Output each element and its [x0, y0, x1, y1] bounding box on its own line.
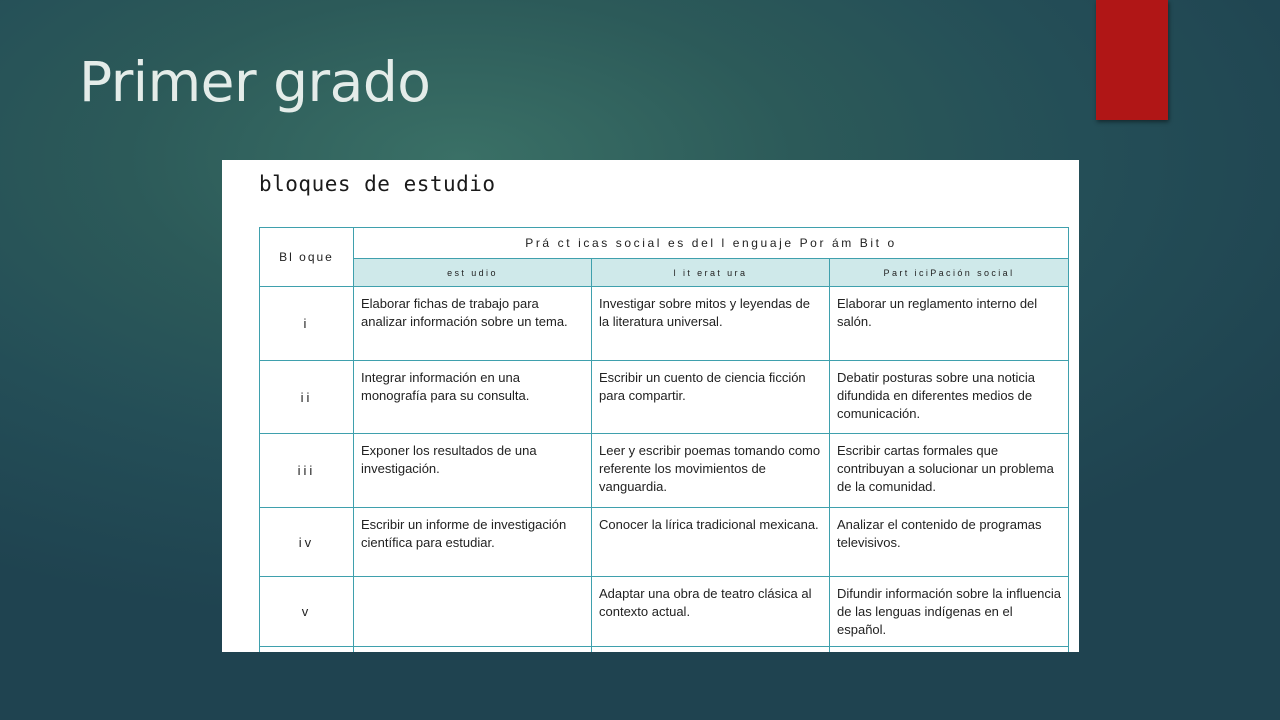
- cell-estudio: [354, 577, 592, 647]
- slide-title: Primer grado: [79, 50, 431, 114]
- cell-participacion: Analizar el contenido de programas televisivos.: [830, 508, 1069, 577]
- header-estudio: est udio: [354, 259, 592, 287]
- empty-cell: [260, 647, 354, 653]
- cell-participacion: Difundir información sobre la influencia de las lenguas indígenas en el español.: [830, 577, 1069, 647]
- table-row: [260, 287, 1069, 361]
- empty-cell: [592, 647, 830, 653]
- bloque-number: iii: [260, 434, 354, 508]
- document-image: [222, 160, 1079, 652]
- header-bloque: Bl oque: [260, 228, 354, 287]
- cell-literatura: Adaptar una obra de teatro clásica al contexto actual.: [592, 577, 830, 647]
- table-row: [260, 508, 1069, 577]
- cell-literatura: Conocer la lírica tradicional mexicana.: [592, 508, 830, 577]
- bloque-number: v: [260, 577, 354, 647]
- blocks-table: [259, 227, 1069, 652]
- cell-literatura: Escribir un cuento de ciencia ficción para compartir.: [592, 361, 830, 434]
- cell-estudio: Exponer los resultados de una investigación.: [354, 434, 592, 508]
- empty-cell: [830, 647, 1069, 653]
- accent-tab: [1096, 0, 1168, 120]
- header-practicas: Prá ct icas social es del l enguaje Por ám Bit o: [354, 228, 1069, 259]
- bloque-number: iv: [260, 508, 354, 577]
- document-heading: bloques de estudio: [259, 172, 496, 196]
- header-literatura: l it erat ura: [592, 259, 830, 287]
- table-row: [260, 434, 1069, 508]
- bloque-number: i: [260, 287, 354, 361]
- table-row: [260, 577, 1069, 647]
- table-row: [260, 647, 1069, 653]
- header-participacion: Part iciPación social: [830, 259, 1069, 287]
- cell-literatura: Investigar sobre mitos y leyendas de la literatura universal.: [592, 287, 830, 361]
- cell-estudio: Integrar información en una monografía para su consulta.: [354, 361, 592, 434]
- table-subheader-row: [260, 259, 1069, 287]
- cell-participacion: Elaborar un reglamento interno del salón.: [830, 287, 1069, 361]
- table-row: [260, 361, 1069, 434]
- cell-participacion: Escribir cartas formales que contribuyan a solucionar un problema de la comunidad.: [830, 434, 1069, 508]
- empty-cell: [354, 647, 592, 653]
- cell-participacion: Debatir posturas sobre una noticia difundida en diferentes medios de comunicación.: [830, 361, 1069, 434]
- bloque-number: ii: [260, 361, 354, 434]
- cell-estudio: Escribir un informe de investigación científica para estudiar.: [354, 508, 592, 577]
- cell-literatura: Leer y escribir poemas tomando como referente los movimientos de vanguardia.: [592, 434, 830, 508]
- table-header-row: [260, 228, 1069, 259]
- cell-estudio: Elaborar fichas de trabajo para analizar información sobre un tema.: [354, 287, 592, 361]
